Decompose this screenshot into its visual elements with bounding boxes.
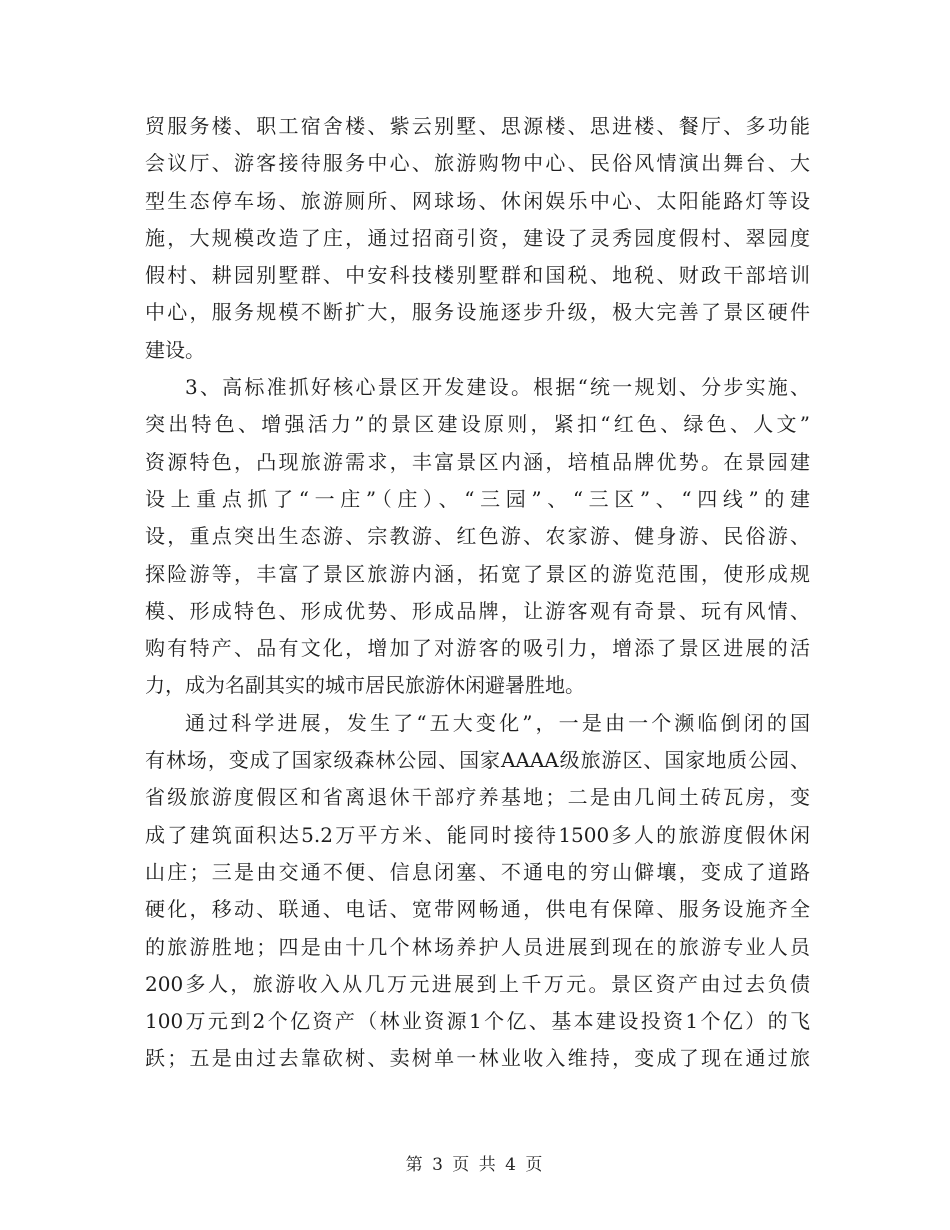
text-line: 力，成为名副其实的城市居民旅游休闲避暑胜地。	[145, 673, 585, 698]
text-line: 省级旅游度假区和省离退休干部疗养基地；二是由几间土砖瓦房，变	[145, 785, 810, 810]
text-line: 硬化，移动、联通、电话、宽带网畅通，供电有保障、服务设施齐全	[145, 897, 810, 922]
text-line: 资源特色，凸现旅游需求，丰富景区内涵，培植品牌优势。在景园建	[145, 449, 810, 474]
text-line: 模、形成特色、形成优势、形成品牌，让游客观有奇景、玩有风情、	[145, 598, 810, 623]
text-line: 成了建筑面积达5.2万平方米、能同时接待1500多人的旅游度假休闲	[145, 822, 810, 847]
text-line: 突出特色、增强活力”的景区建设原则，紧扣“红色、绿色、人文”	[145, 412, 810, 437]
text-line: 跃；五是由过去靠砍树、卖树单一林业收入维持，变成了现在通过旅	[145, 1046, 810, 1071]
text-line: 100万元到2个亿资产（林业资源1个亿、基本建设投资1个亿）的飞	[145, 1009, 810, 1034]
text-line: 探险游等，丰富了景区旅游内涵，拓宽了景区的游览范围，使形成规	[145, 561, 810, 586]
text-line: 假村、耕园别墅群、中安科技楼别墅群和国税、地税、财政干部培训	[145, 263, 810, 288]
paragraph-first-line: 3、高标准抓好核心景区开发建设。根据“统一规划、分步实施、	[185, 375, 810, 400]
text-line: 施，大规模改造了庄，通过招商引资，建设了灵秀园度假村、翠园度	[145, 225, 810, 250]
text-line: 设，重点突出生态游、宗教游、红色游、农家游、健身游、民俗游、	[145, 524, 810, 549]
text-line: 型生态停车场、旅游厕所、网球场、休闲娱乐中心、太阳能路灯等设	[145, 188, 810, 213]
text-line: 山庄；三是由交通不便、信息闭塞、不通电的穷山僻壤，变成了道路	[145, 859, 810, 884]
text-line: 购有特产、品有文化，增加了对游客的吸引力，增添了景区进展的活	[145, 636, 810, 661]
text-line: 有林场，变成了国家级森林公园、国家AAAA级旅游区、国家地质公园、	[145, 748, 810, 773]
page-footer: 第 3 页 共 4 页	[405, 1155, 545, 1175]
text-line: 建设。	[145, 337, 205, 362]
document-body	[145, 108, 810, 1078]
text-line: 会议厅、游客接待服务中心、旅游购物中心、民俗风情演出舞台、大	[145, 151, 810, 176]
text-line: 中心，服务规模不断扩大，服务设施逐步升级，极大完善了景区硬件	[145, 300, 810, 325]
paragraph-first-line: 通过科学进展，发生了“五大变化”，一是由一个濒临倒闭的国	[185, 710, 810, 735]
text-line: 贸服务楼、职工宿舍楼、紫云别墅、思源楼、思进楼、餐厅、多功能	[145, 114, 810, 138]
text-line: 的旅游胜地；四是由十几个林场养护人员进展到现在的旅游专业人员	[145, 934, 810, 959]
text-line: 设上重点抓了“一庄”（庄）、“三园”、“三区”、“四线”的建	[145, 486, 810, 511]
text-line: 200多人，旅游收入从几万元进展到上千万元。景区资产由过去负债	[145, 971, 810, 996]
